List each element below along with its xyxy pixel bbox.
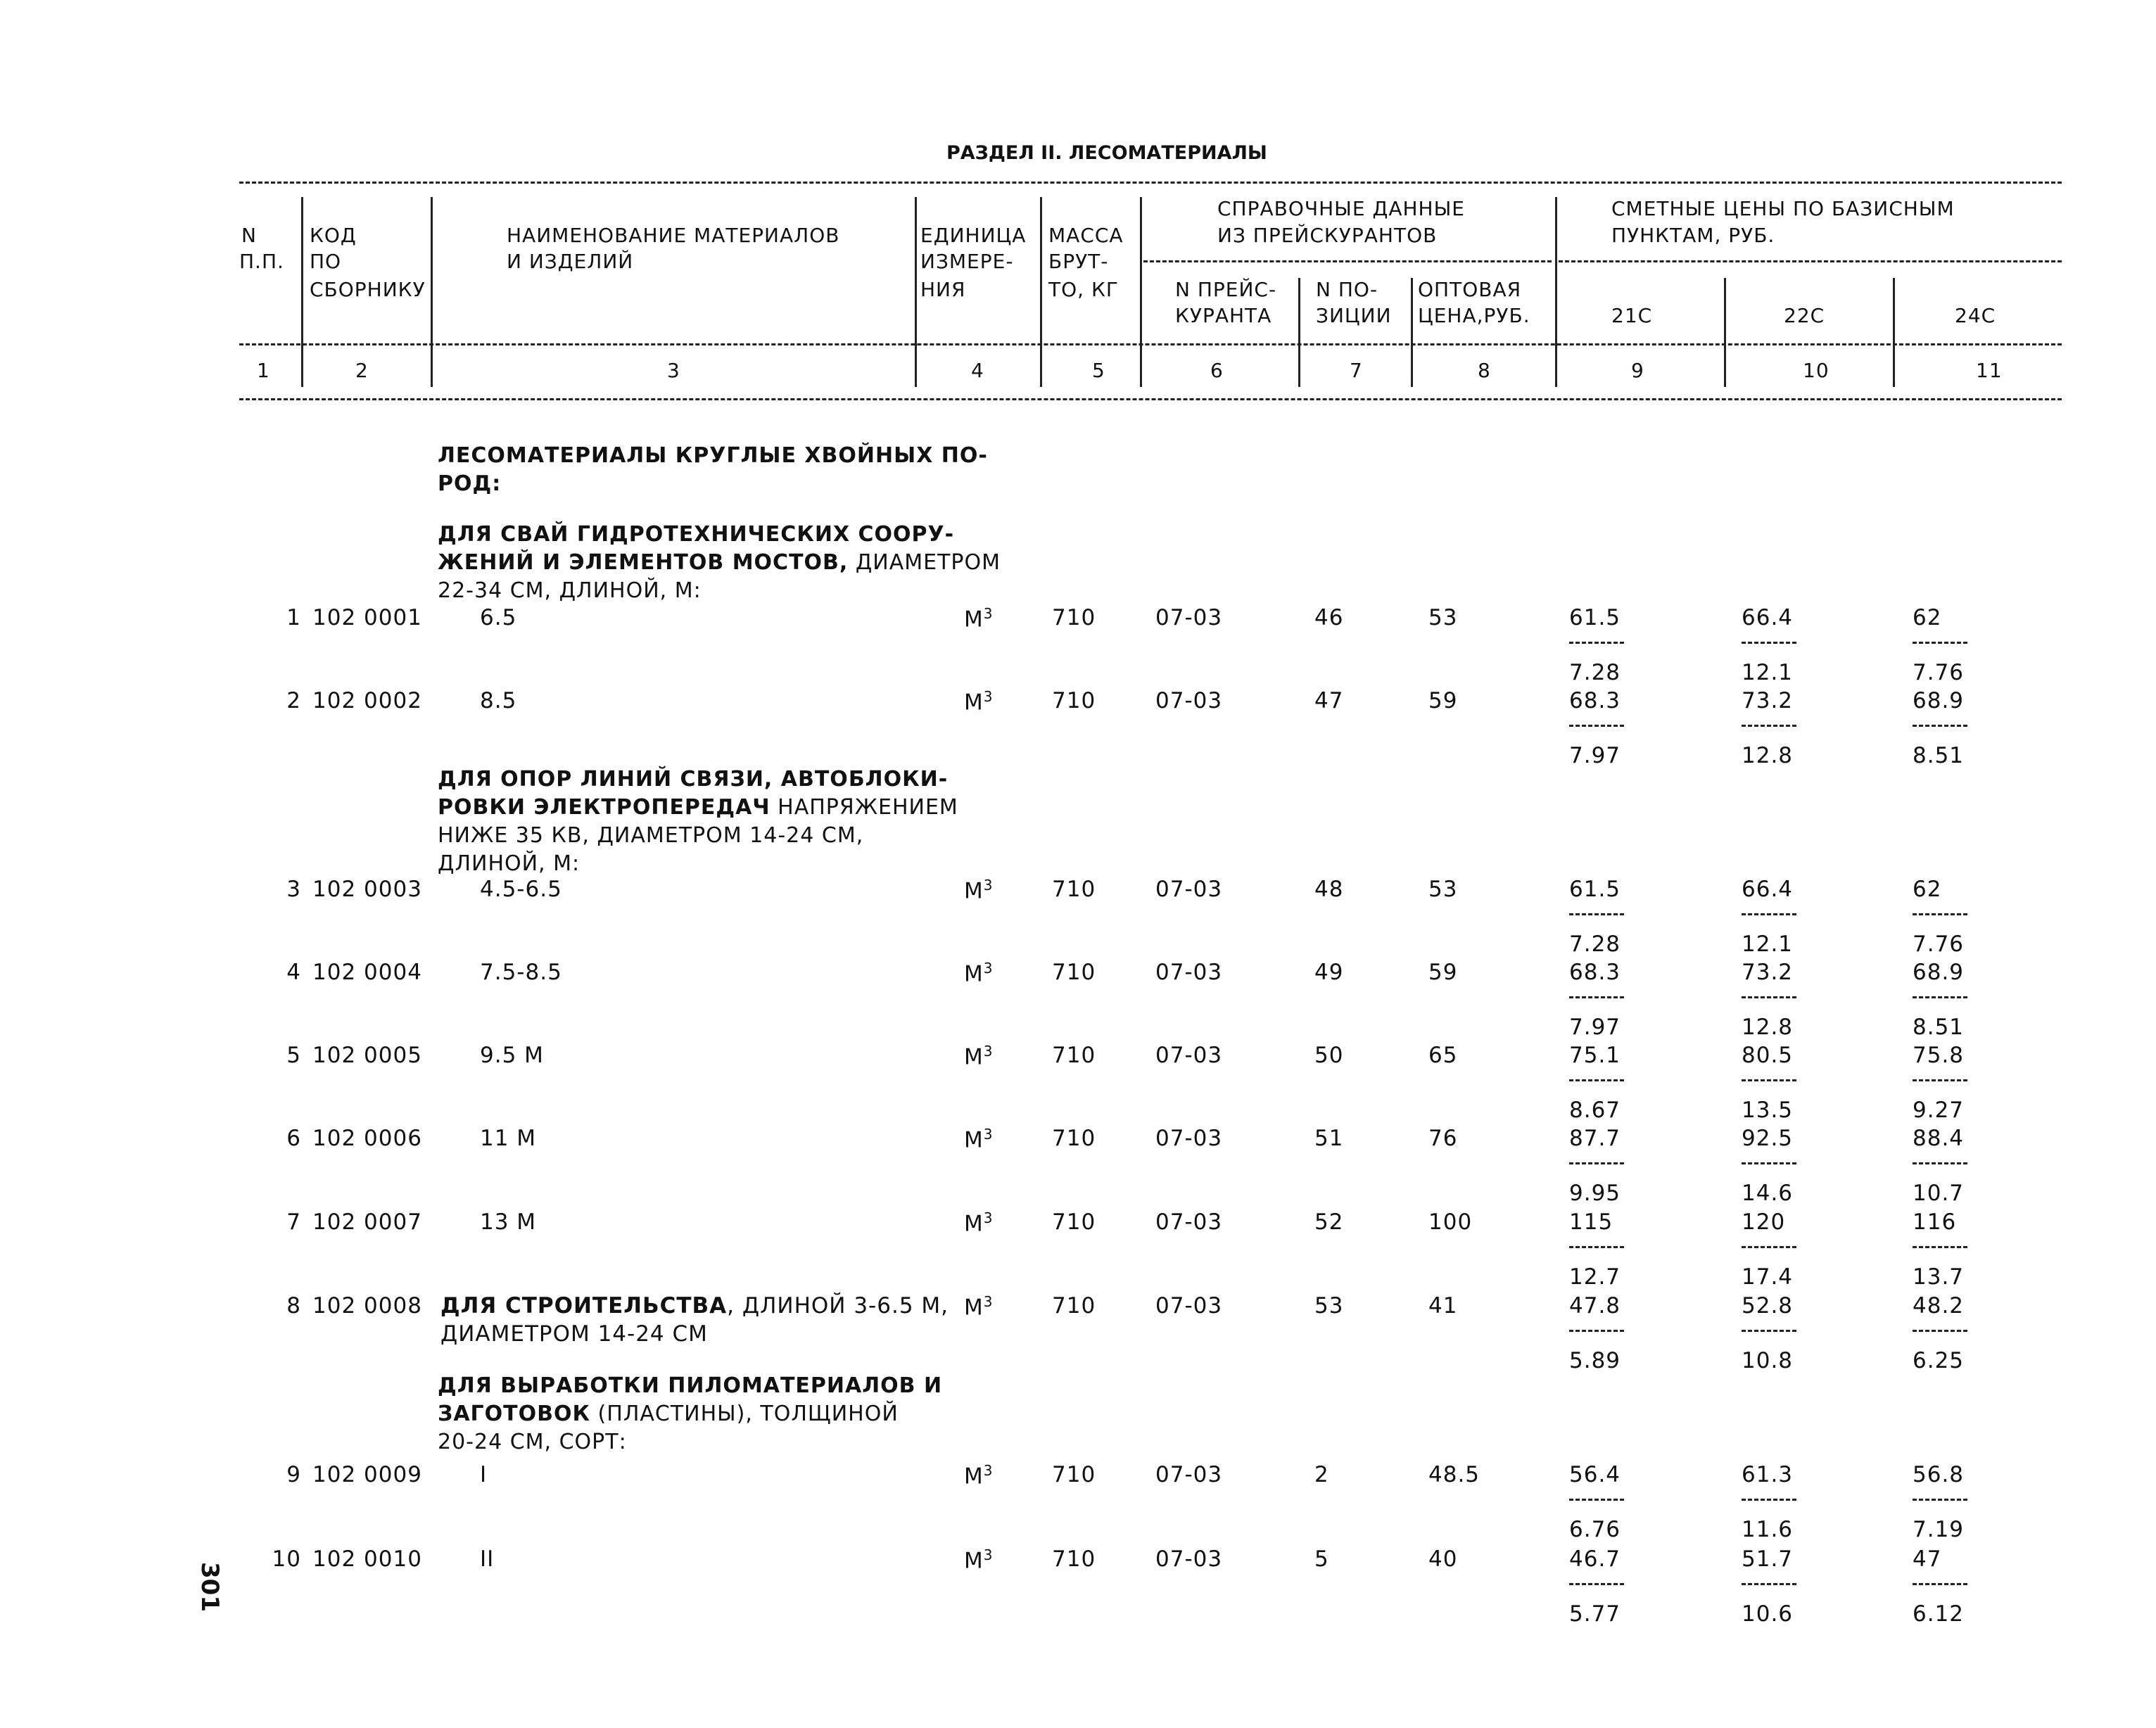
fraction-bar — [1913, 1079, 1967, 1081]
col-number: 9 — [1631, 359, 1644, 382]
row-pricelist: 07-03 — [1155, 1126, 1223, 1151]
header-price-group-line2: ПУНКТАМ, РУБ. — [1611, 224, 1775, 247]
unit-superscript: 3 — [983, 1546, 994, 1563]
fraction-bar — [1742, 725, 1796, 727]
row-number: 5 — [286, 1043, 301, 1068]
row-code: 102 0005 — [312, 1043, 422, 1068]
row-name: 8.5 — [480, 688, 517, 713]
header-col8-line2: ЦЕНА,РУБ. — [1418, 304, 1530, 327]
unit-letter: М — [964, 878, 984, 904]
row-code: 102 0009 — [312, 1462, 422, 1487]
price-p24-top: 62 — [1913, 877, 1942, 902]
header-col6-line2: КУРАНТА — [1175, 304, 1272, 327]
row-pricelist: 07-03 — [1155, 1043, 1223, 1068]
price-p22-bottom: 10.8 — [1742, 1348, 1794, 1373]
price-p21-top: 61.5 — [1569, 877, 1621, 902]
price-p22-top: 80.5 — [1742, 1043, 1794, 1068]
fraction-bar — [1913, 913, 1967, 915]
row-name: 11 М — [480, 1126, 537, 1151]
header-top-rule — [239, 182, 2062, 184]
price-p22-bottom: 12.8 — [1742, 743, 1794, 768]
row-name: 6.5 — [480, 605, 517, 630]
header-col7-line2: ЗИЦИИ — [1316, 304, 1392, 327]
row-unit — [964, 1126, 993, 1152]
unit-letter: М — [964, 1295, 984, 1321]
header-col4-line3: НИЯ — [920, 278, 966, 301]
price-p22-bottom: 11.6 — [1742, 1517, 1794, 1542]
fraction-bar — [1569, 996, 1624, 998]
row-code: 102 0002 — [312, 688, 422, 713]
group-heading: РОВКИ ЭЛЕКТРОПЕРЕДАЧ НАПРЯЖЕНИЕМ — [438, 795, 958, 820]
header-bottom-rule — [239, 398, 2062, 400]
row-mass: 710 — [1052, 1462, 1096, 1487]
row-name: 7.5-8.5 — [480, 960, 562, 985]
row-position: 47 — [1314, 688, 1344, 713]
row-wholesale-price: 41 — [1428, 1293, 1458, 1319]
price-p21-top: 68.3 — [1569, 688, 1621, 713]
price-p22-bottom: 10.6 — [1742, 1601, 1794, 1627]
col-number: 3 — [667, 359, 680, 382]
row-wholesale-price: 53 — [1428, 605, 1458, 630]
fraction-bar — [1913, 1583, 1967, 1585]
fraction-bar — [1742, 1079, 1796, 1081]
row-name: 9.5 М — [480, 1043, 544, 1068]
header-col8-line1: ОПТОВАЯ — [1418, 278, 1522, 301]
row-unit — [964, 960, 993, 986]
price-p22-top: 66.4 — [1742, 605, 1794, 630]
price-p21-bottom: 9.95 — [1569, 1181, 1621, 1206]
header-col10: 22С — [1784, 304, 1825, 327]
header-divider — [1298, 278, 1300, 387]
price-p22-top: 61.3 — [1742, 1462, 1794, 1487]
price-p22-top: 73.2 — [1742, 688, 1794, 713]
row-code: 102 0008 — [312, 1293, 422, 1319]
col-number: 7 — [1350, 359, 1363, 382]
price-p21-bottom: 7.97 — [1569, 1015, 1621, 1040]
header-divider — [1411, 278, 1413, 387]
row-mass: 710 — [1052, 1126, 1096, 1151]
row-pricelist: 07-03 — [1155, 1293, 1223, 1319]
price-p24-bottom: 7.76 — [1913, 932, 1965, 957]
price-p24-bottom: 9.27 — [1913, 1098, 1965, 1123]
row-name-rest: , ДЛИНОЙ 3-6.5 М, — [727, 1293, 949, 1319]
price-p22-bottom: 12.8 — [1742, 1015, 1794, 1040]
group-heading: ЛЕСОМАТЕРИАЛЫ КРУГЛЫЕ ХВОЙНЫХ ПО- — [438, 443, 988, 468]
row-position: 49 — [1314, 960, 1344, 985]
price-p22-top: 51.7 — [1742, 1546, 1794, 1572]
row-mass: 710 — [1052, 877, 1096, 902]
price-p21-bottom: 8.67 — [1569, 1098, 1621, 1123]
row-position: 50 — [1314, 1043, 1344, 1068]
price-p24-top: 47 — [1913, 1546, 1942, 1572]
row-code: 102 0004 — [312, 960, 422, 985]
price-p24-top: 62 — [1913, 605, 1942, 630]
unit-letter: М — [964, 1463, 984, 1489]
header-col4-line1: ЕДИНИЦА — [920, 224, 1027, 247]
fraction-bar — [1913, 1330, 1967, 1332]
header-divider — [1893, 278, 1895, 387]
header-col2-line1: КОД — [310, 224, 357, 247]
col-number: 1 — [257, 359, 270, 382]
row-code: 102 0001 — [312, 605, 422, 630]
header-col2-line2: ПО — [310, 250, 342, 273]
col-number: 11 — [1976, 359, 2003, 382]
group-heading: ДЛЯ ОПОР ЛИНИЙ СВЯЗИ, АВТОБЛОКИ- — [438, 767, 949, 792]
row-number: 4 — [286, 960, 301, 985]
price-p22-top: 120 — [1742, 1209, 1786, 1235]
price-p24-bottom: 8.51 — [1913, 743, 1965, 768]
unit-letter: М — [964, 1211, 984, 1237]
unit-superscript: 3 — [983, 605, 994, 622]
price-p21-top: 87.7 — [1569, 1126, 1621, 1151]
row-code: 102 0007 — [312, 1209, 422, 1235]
row-unit — [964, 877, 993, 903]
row-name-bold: ДЛЯ СТРОИТЕЛЬСТВА — [440, 1293, 728, 1319]
price-p22-top: 52.8 — [1742, 1293, 1794, 1319]
row-pricelist: 07-03 — [1155, 960, 1223, 985]
row-code: 102 0003 — [312, 877, 422, 902]
price-p21-bottom: 7.28 — [1569, 932, 1621, 957]
fraction-bar — [1569, 1330, 1624, 1332]
row-unit — [964, 1546, 993, 1573]
fraction-bar — [1913, 1162, 1967, 1164]
col-number: 6 — [1210, 359, 1224, 382]
row-number: 1 — [286, 605, 301, 630]
row-name: 13 М — [480, 1209, 537, 1235]
price-group-rule — [1559, 260, 2062, 262]
row-name — [440, 1293, 949, 1319]
unit-letter: М — [964, 1127, 984, 1153]
fraction-bar — [1913, 725, 1967, 727]
group-heading: ЖЕНИЙ И ЭЛЕМЕНТОВ МОСТОВ, ДИАМЕТРОМ — [438, 550, 1001, 575]
price-p24-bottom: 7.19 — [1913, 1517, 1965, 1542]
unit-letter: М — [964, 690, 984, 716]
price-p24-top: 68.9 — [1913, 688, 1965, 713]
price-p24-top: 88.4 — [1913, 1126, 1965, 1151]
header-col9: 21С — [1611, 304, 1653, 327]
fraction-bar — [1569, 725, 1624, 727]
fraction-bar — [1913, 642, 1967, 644]
row-wholesale-price: 76 — [1428, 1126, 1458, 1151]
row-mass: 710 — [1052, 1546, 1096, 1572]
fraction-bar — [1742, 913, 1796, 915]
price-p24-top: 68.9 — [1913, 960, 1965, 985]
row-position: 48 — [1314, 877, 1344, 902]
row-position: 5 — [1314, 1546, 1329, 1572]
row-wholesale-price: 53 — [1428, 877, 1458, 902]
group-heading: 22-34 СМ, ДЛИНОЙ, М: — [438, 578, 702, 603]
group-heading: ДЛЯ СВАЙ ГИДРОТЕХНИЧЕСКИХ СООРУ- — [438, 522, 955, 547]
row-unit — [964, 1209, 993, 1236]
price-p22-bottom: 14.6 — [1742, 1181, 1794, 1206]
header-divider — [301, 197, 303, 387]
price-p21-top: 56.4 — [1569, 1462, 1621, 1487]
fraction-bar — [1742, 1162, 1796, 1164]
price-p21-bottom: 7.97 — [1569, 743, 1621, 768]
page-number: 301 — [196, 1562, 224, 1612]
unit-letter: М — [964, 1548, 984, 1574]
price-p21-bottom: 5.89 — [1569, 1348, 1621, 1373]
header-divider — [915, 197, 917, 387]
price-p21-bottom: 12.7 — [1569, 1264, 1621, 1290]
fraction-bar — [1742, 1246, 1796, 1248]
row-number: 8 — [286, 1293, 301, 1319]
unit-superscript: 3 — [983, 1043, 994, 1060]
price-p22-bottom: 12.1 — [1742, 660, 1794, 685]
price-p22-bottom: 17.4 — [1742, 1264, 1794, 1290]
row-mass: 710 — [1052, 688, 1096, 713]
unit-superscript: 3 — [983, 1293, 994, 1310]
fraction-bar — [1569, 913, 1624, 915]
header-col3-line2: И ИЗДЕЛИЙ — [507, 250, 634, 273]
group-heading: НИЖЕ 35 КВ, ДИАМЕТРОМ 14-24 СМ, — [438, 823, 864, 848]
price-p21-bottom: 5.77 — [1569, 1601, 1621, 1627]
price-p24-bottom: 8.51 — [1913, 1015, 1965, 1040]
price-p21-bottom: 6.76 — [1569, 1517, 1621, 1542]
header-sub-rule — [239, 343, 2062, 345]
price-p22-top: 92.5 — [1742, 1126, 1794, 1151]
unit-superscript: 3 — [983, 688, 994, 705]
row-name: II — [480, 1546, 495, 1572]
row-unit — [964, 1462, 993, 1489]
row-mass: 710 — [1052, 1209, 1096, 1235]
row-position: 2 — [1314, 1462, 1329, 1487]
price-p22-top: 73.2 — [1742, 960, 1794, 985]
header-col5-line3: ТО, КГ — [1048, 278, 1119, 301]
fraction-bar — [1569, 1162, 1624, 1164]
row-mass: 710 — [1052, 1293, 1096, 1319]
row-position: 52 — [1314, 1209, 1344, 1235]
unit-letter: М — [964, 961, 984, 987]
row-number: 7 — [286, 1209, 301, 1235]
row-mass: 710 — [1052, 1043, 1096, 1068]
price-p24-top: 56.8 — [1913, 1462, 1965, 1487]
row-position: 46 — [1314, 605, 1344, 630]
price-p24-bottom: 6.25 — [1913, 1348, 1965, 1373]
row-unit — [964, 605, 993, 632]
row-number: 2 — [286, 688, 301, 713]
row-mass: 710 — [1052, 605, 1096, 630]
header-ref-group-line1: СПРАВОЧНЫЕ ДАННЫЕ — [1217, 197, 1465, 220]
fraction-bar — [1569, 1079, 1624, 1081]
price-p24-bottom: 13.7 — [1913, 1264, 1965, 1290]
price-p24-bottom: 10.7 — [1913, 1181, 1965, 1206]
row-pricelist: 07-03 — [1155, 605, 1223, 630]
header-col5-line1: МАССА — [1048, 224, 1124, 247]
row-pricelist: 07-03 — [1155, 1209, 1223, 1235]
header-col11: 24С — [1955, 304, 1996, 327]
header-divider — [1040, 197, 1042, 387]
fraction-bar — [1742, 1330, 1796, 1332]
fraction-bar — [1569, 1583, 1624, 1585]
unit-superscript: 3 — [983, 1462, 994, 1479]
col-number: 8 — [1478, 359, 1491, 382]
group-heading: ДЛИНОЙ, М: — [438, 851, 581, 876]
price-p21-top: 46.7 — [1569, 1546, 1621, 1572]
header-col1-line1: N — [241, 224, 257, 247]
row-wholesale-price: 40 — [1428, 1546, 1458, 1572]
price-p22-bottom: 12.1 — [1742, 932, 1794, 957]
col-number: 5 — [1092, 359, 1105, 382]
header-divider — [1555, 197, 1557, 387]
row-unit — [964, 1293, 993, 1320]
group-heading: ДЛЯ ВЫРАБОТКИ ПИЛОМАТЕРИАЛОВ И — [438, 1373, 943, 1398]
header-col1-line2: П.П. — [239, 250, 284, 273]
price-p21-top: 115 — [1569, 1209, 1613, 1235]
unit-letter: М — [964, 1044, 984, 1070]
row-name-line2: ДИАМЕТРОМ 14-24 СМ — [440, 1321, 708, 1347]
unit-letter: М — [964, 606, 984, 633]
unit-superscript: 3 — [983, 960, 994, 977]
header-col6-line1: N ПРЕЙС- — [1175, 278, 1277, 301]
header-col5-line2: БРУТ- — [1048, 250, 1109, 273]
fraction-bar — [1742, 1499, 1796, 1501]
row-pricelist: 07-03 — [1155, 877, 1223, 902]
price-p22-bottom: 13.5 — [1742, 1098, 1794, 1123]
fraction-bar — [1913, 1499, 1967, 1501]
fraction-bar — [1913, 996, 1967, 998]
fraction-bar — [1569, 1499, 1624, 1501]
unit-superscript: 3 — [983, 877, 994, 894]
row-unit — [964, 688, 993, 715]
price-p24-top: 75.8 — [1913, 1043, 1965, 1068]
header-col7-line1: N ПО- — [1316, 278, 1378, 301]
row-code: 102 0010 — [312, 1546, 422, 1572]
fraction-bar — [1742, 1583, 1796, 1585]
price-p24-top: 116 — [1913, 1209, 1957, 1235]
group-heading: 20-24 СМ, СОРТ: — [438, 1430, 627, 1454]
row-number: 6 — [286, 1126, 301, 1151]
row-wholesale-price: 59 — [1428, 960, 1458, 985]
header-ref-group-line2: ИЗ ПРЕЙСКУРАНТОВ — [1217, 224, 1438, 247]
row-position: 51 — [1314, 1126, 1344, 1151]
row-name: I — [480, 1462, 488, 1487]
header-col2-line3: СБОРНИКУ — [310, 278, 426, 301]
price-p21-bottom: 7.28 — [1569, 660, 1621, 685]
row-name: 4.5-6.5 — [480, 877, 562, 902]
row-unit — [964, 1043, 993, 1069]
header-col3-line1: НАИМЕНОВАНИЕ МАТЕРИАЛОВ — [507, 224, 840, 247]
price-p24-top: 48.2 — [1913, 1293, 1965, 1319]
ref-group-rule — [1143, 260, 1552, 262]
row-number: 9 — [286, 1462, 301, 1487]
row-pricelist: 07-03 — [1155, 1462, 1223, 1487]
row-code: 102 0006 — [312, 1126, 422, 1151]
fraction-bar — [1742, 642, 1796, 644]
group-heading: РОД: — [438, 471, 502, 496]
price-p24-bottom: 6.12 — [1913, 1601, 1965, 1627]
unit-superscript: 3 — [983, 1126, 994, 1143]
fraction-bar — [1569, 642, 1624, 644]
price-p21-top: 61.5 — [1569, 605, 1621, 630]
row-mass: 710 — [1052, 960, 1096, 985]
fraction-bar — [1913, 1246, 1967, 1248]
price-p24-bottom: 7.76 — [1913, 660, 1965, 685]
header-divider — [1724, 278, 1726, 387]
price-p21-top: 47.8 — [1569, 1293, 1621, 1319]
row-pricelist: 07-03 — [1155, 1546, 1223, 1572]
row-position: 53 — [1314, 1293, 1344, 1319]
col-number: 2 — [355, 359, 369, 382]
header-divider — [431, 197, 433, 387]
row-number: 10 — [272, 1546, 301, 1572]
header-price-group-line1: СМЕТНЫЕ ЦЕНЫ ПО БАЗИСНЫМ — [1611, 197, 1955, 220]
header-col4-line2: ИЗМЕРЕ- — [920, 250, 1014, 273]
col-number: 4 — [971, 359, 984, 382]
price-p21-top: 68.3 — [1569, 960, 1621, 985]
header-divider — [1140, 197, 1142, 387]
row-wholesale-price: 59 — [1428, 688, 1458, 713]
price-p22-top: 66.4 — [1742, 877, 1794, 902]
price-p21-top: 75.1 — [1569, 1043, 1621, 1068]
row-wholesale-price: 65 — [1428, 1043, 1458, 1068]
page-title: РАЗДЕЛ II. ЛЕСОМАТЕРИАЛЫ — [946, 142, 1267, 164]
row-wholesale-price: 100 — [1428, 1209, 1473, 1235]
row-wholesale-price: 48.5 — [1428, 1462, 1480, 1487]
group-heading: ЗАГОТОВОК (ПЛАСТИНЫ), ТОЛЩИНОЙ — [438, 1402, 899, 1426]
fraction-bar — [1569, 1246, 1624, 1248]
row-pricelist: 07-03 — [1155, 688, 1223, 713]
unit-superscript: 3 — [983, 1209, 994, 1226]
fraction-bar — [1742, 996, 1796, 998]
row-number: 3 — [286, 877, 301, 902]
col-number: 10 — [1803, 359, 1830, 382]
